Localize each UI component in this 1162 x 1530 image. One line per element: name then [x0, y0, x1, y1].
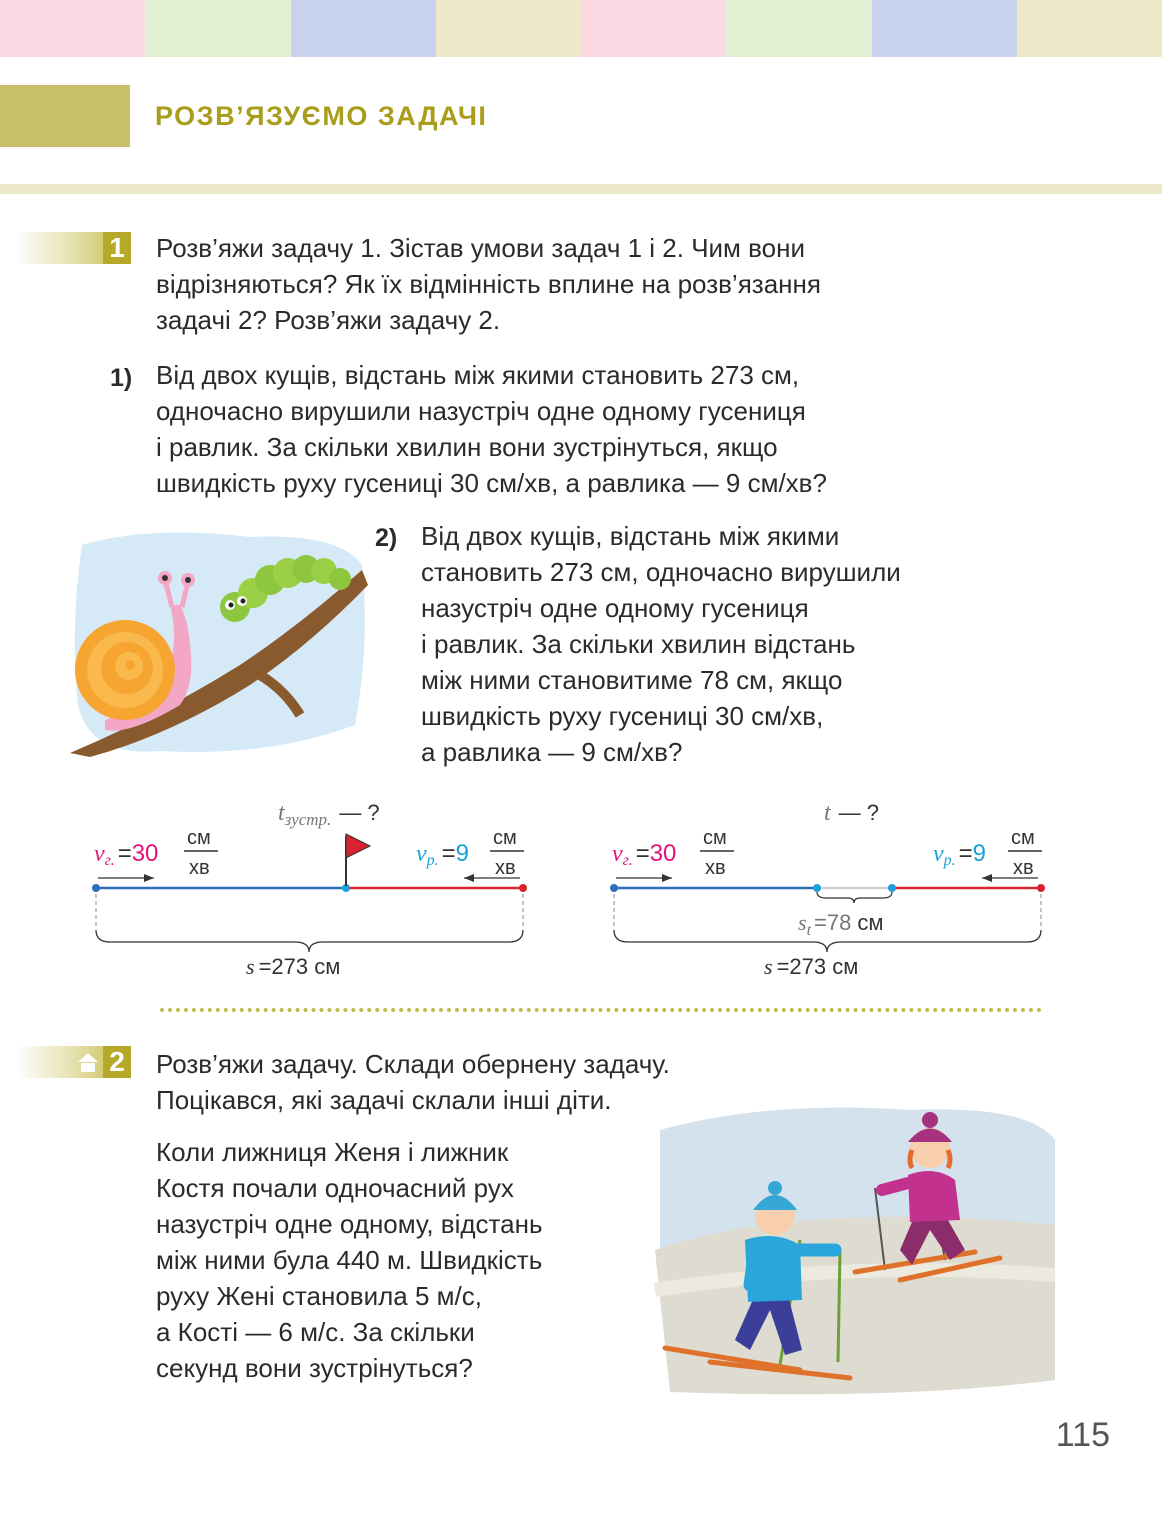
unit-numerator: см — [493, 827, 517, 849]
text-line: між ними була 440 м. Швидкість — [156, 1245, 543, 1275]
task-2-number: 2 — [103, 1046, 131, 1078]
text-line: назустріч одне одному гусениця — [421, 593, 809, 623]
text-line: назустріч одне одному, відстань — [156, 1209, 543, 1239]
header-color-stripes — [0, 0, 1162, 57]
unit-denominator: хв — [189, 857, 210, 879]
text-line: Поцікався, які задачі склали інші діти. — [156, 1085, 612, 1115]
text-line: Від двох кущів, відстань між якими становить 273 см, — [156, 360, 800, 390]
stripe — [872, 0, 1017, 57]
snail-speed-label: vр. =9 — [933, 840, 987, 869]
section-divider-dots — [160, 1008, 1042, 1012]
text-line: секунд вони зустрінуться? — [156, 1353, 473, 1383]
text-line: одночасно вирушили назустріч одне одному гусениця — [156, 396, 806, 426]
text-line: і равлик. За скільки хвилин відстань — [421, 629, 856, 659]
stripe — [581, 0, 726, 57]
motion-diagram-2 — [598, 790, 1058, 985]
text-line: Коли лижниця Женя і лижник — [156, 1137, 509, 1167]
stripe — [145, 0, 290, 57]
stripe — [1017, 0, 1162, 57]
subtask-2-label: 2) — [375, 524, 398, 552]
gap-distance-label: $s_t =78$ см — [798, 910, 884, 939]
task-1-tab — [15, 232, 131, 264]
stripe — [0, 0, 145, 57]
motion-diagram-1 — [80, 790, 540, 985]
text-line: задачі 2? Розв’яжи задачу 2. — [156, 305, 501, 335]
distance-label: s =273 см — [246, 954, 341, 979]
caterpillar-speed-label: vг. =30 — [94, 840, 159, 869]
snail-speed-label: vр. =9 — [416, 840, 470, 869]
task-1-number: 1 — [103, 232, 131, 264]
unit-numerator: см — [187, 827, 211, 849]
task-1-text — [156, 230, 821, 338]
snail-caterpillar-illustration — [70, 525, 370, 760]
home-task-icon — [77, 1051, 99, 1073]
unit-denominator: хв — [495, 857, 516, 879]
task-2-tab — [15, 1046, 131, 1078]
unit-denominator: хв — [1013, 857, 1034, 879]
subtask-1-label: 1) — [110, 364, 133, 392]
text-line: а Кості — 6 м/с. За скільки — [156, 1317, 475, 1347]
gap-brace — [817, 892, 892, 903]
text-line: швидкість руху гусениці 30 см/хв, а равлика — 9 см/хв? — [156, 468, 827, 498]
task-2-text — [156, 1046, 670, 1118]
text-line: Розв’яжи задачу. Склади обернену задачу. — [156, 1049, 670, 1079]
header-accent-block — [0, 85, 130, 147]
subtask-1-text — [156, 357, 827, 501]
text-line: Від двох кущів, відстань між якими — [421, 521, 840, 551]
unit-numerator: см — [703, 827, 727, 849]
text-line: швидкість руху гусениці 30 см/хв, — [421, 701, 824, 731]
skiers-illustration — [650, 1100, 1060, 1400]
meeting-time-label: $t_{зустр.}$ — ? — [278, 800, 380, 829]
stripe — [436, 0, 581, 57]
text-line: руху Жені становила 5 м/с, — [156, 1281, 482, 1311]
stripe — [726, 0, 871, 57]
section-title: РОЗВ’ЯЗУЄМО ЗАДАЧІ — [155, 101, 488, 131]
text-line: і равлик. За скільки хвилин вони зустрінуться, якщо — [156, 432, 778, 462]
header-divider — [0, 184, 1162, 194]
meeting-flag-icon — [346, 834, 370, 886]
subtask-2-text — [421, 518, 901, 770]
distance-brace — [96, 930, 523, 952]
text-line: відрізняються? Як їх відмінність вплине на розв’язання — [156, 269, 821, 299]
distance-label: s =273 см — [764, 954, 859, 979]
text-line: становить 273 см, одночасно вирушили — [421, 557, 901, 587]
unit-denominator: хв — [705, 857, 726, 879]
caterpillar-speed-label: vг. =30 — [612, 840, 677, 869]
unit-numerator: см — [1011, 827, 1035, 849]
stripe — [291, 0, 436, 57]
time-label: t — ? — [824, 800, 880, 826]
page-number: 115 — [1055, 1416, 1110, 1454]
text-line: Костя почали одночасний рух — [156, 1173, 514, 1203]
task-2-story — [156, 1134, 543, 1386]
text-line: між ними становитиме 78 см, якщо — [421, 665, 843, 695]
text-line: а равлика — 9 см/хв? — [421, 737, 683, 767]
text-line: Розв’яжи задачу 1. Зістав умови задач 1 і 2. Чим вони — [156, 233, 806, 263]
